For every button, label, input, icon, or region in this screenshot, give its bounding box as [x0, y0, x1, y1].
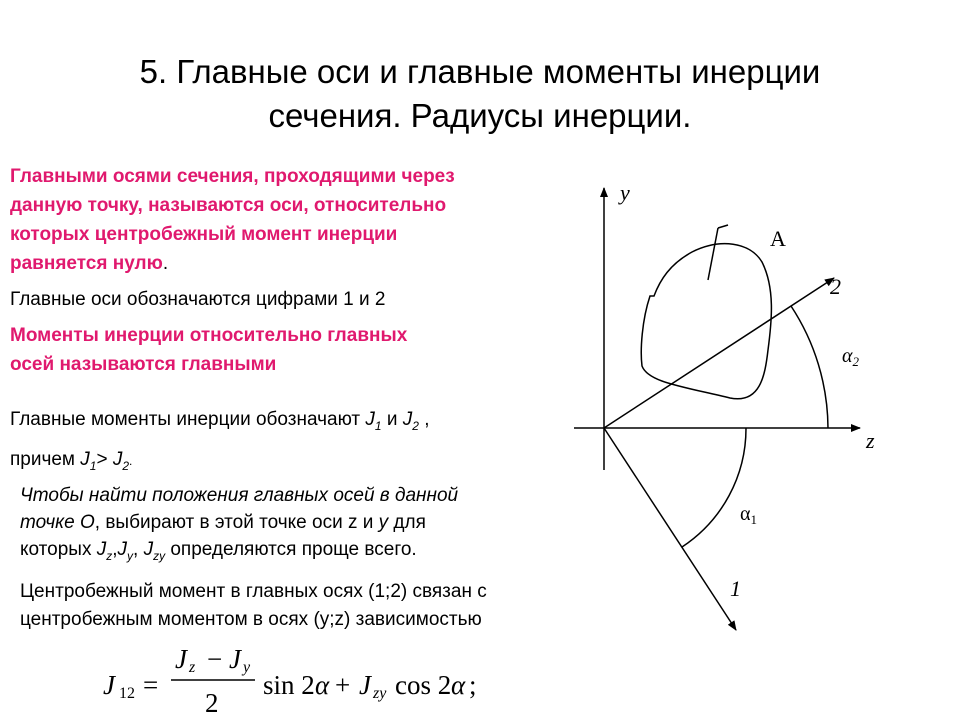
formula-alpha-1: α — [315, 670, 330, 700]
relation-paragraph — [20, 578, 620, 634]
definition-line: Главными осями сечения, проходящими через — [10, 166, 455, 187]
notation-line: причем $J_1> J_2$. — [10, 448, 133, 473]
definition-line: которых центробежный момент инерции — [10, 224, 398, 245]
formula-cos: cos 2 — [395, 670, 452, 700]
angle-alpha2-arc — [791, 306, 828, 428]
principal-axes-definition — [10, 162, 570, 278]
paragraph-line: Чтобы найти положения главных осей в данной — [20, 485, 459, 506]
formula-num-Jz: J — [175, 644, 187, 674]
section-contour — [641, 244, 771, 399]
formula-num-Jy: J — [229, 644, 241, 674]
paragraph-line: точке О, выбирают в этой точке оси z и y для — [20, 512, 426, 533]
slide-title — [0, 50, 960, 138]
paragraph-line: Центробежный момент в главных осях (1;2) связан с — [20, 581, 487, 602]
formula-num-sub-z: z — [189, 659, 196, 676]
label-z: z — [866, 428, 875, 453]
label-y: y — [620, 180, 630, 205]
title-line-1: 5. Главные оси и главные моменты инерции — [139, 53, 821, 90]
notation-line: Главные моменты инерции обозначают $J_1$ и $J_2$ , — [10, 409, 430, 433]
label-alpha1: $\alpha_1$ — [740, 503, 757, 527]
formula-sub-zy: zy — [373, 685, 387, 702]
label-alpha2: $\alpha_2$ — [842, 345, 859, 369]
formula-minus: − — [207, 644, 223, 674]
formula-J-zy: J — [359, 670, 371, 700]
section-hatch-mark — [708, 228, 718, 280]
moments-notation — [10, 403, 580, 483]
axis-2 — [604, 278, 834, 428]
definition-line: равняется нулю. — [10, 253, 169, 274]
definition-line: осей называются главными — [10, 354, 277, 375]
paragraph-line: которых $J_z,J_y$, $J_{zy}$ определяются проще всего. — [20, 539, 417, 563]
label-A: A — [770, 226, 786, 251]
formula-alpha-2: α — [451, 670, 466, 700]
axes-notation-text: Главные оси обозначаются цифрами 1 и 2 — [10, 289, 386, 310]
title-line-2: сечения. Радиусы инерции. — [268, 97, 692, 134]
definition-line: Моменты инерции относительно главных — [10, 325, 408, 346]
find-axes-paragraph — [20, 482, 590, 570]
formula-equals: = — [143, 670, 159, 700]
formula-lhs-sub: 12 — [119, 685, 135, 702]
principal-moments-definition — [10, 321, 570, 379]
axis-1 — [604, 428, 736, 630]
formula-lhs-J: J — [103, 670, 115, 700]
angle-alpha1-arc — [682, 428, 746, 547]
definition-line: данную точку, называются оси, относительно — [10, 195, 447, 216]
label-axis-1: 1 — [730, 576, 741, 601]
centrifugal-moment-formula — [95, 640, 515, 718]
formula-num-sub-y: y — [243, 659, 251, 676]
formula-denominator: 2 — [205, 688, 219, 718]
principal-axes-diagram — [560, 170, 900, 640]
formula-plus: + — [335, 670, 351, 700]
formula-end: ; — [469, 670, 477, 700]
formula-sin: sin 2 — [263, 670, 315, 700]
paragraph-line: центробежным моментом в осях (y;z) зависимостью — [20, 609, 482, 630]
section-hatch-tick — [718, 225, 728, 228]
label-axis-2: 2 — [830, 274, 841, 299]
